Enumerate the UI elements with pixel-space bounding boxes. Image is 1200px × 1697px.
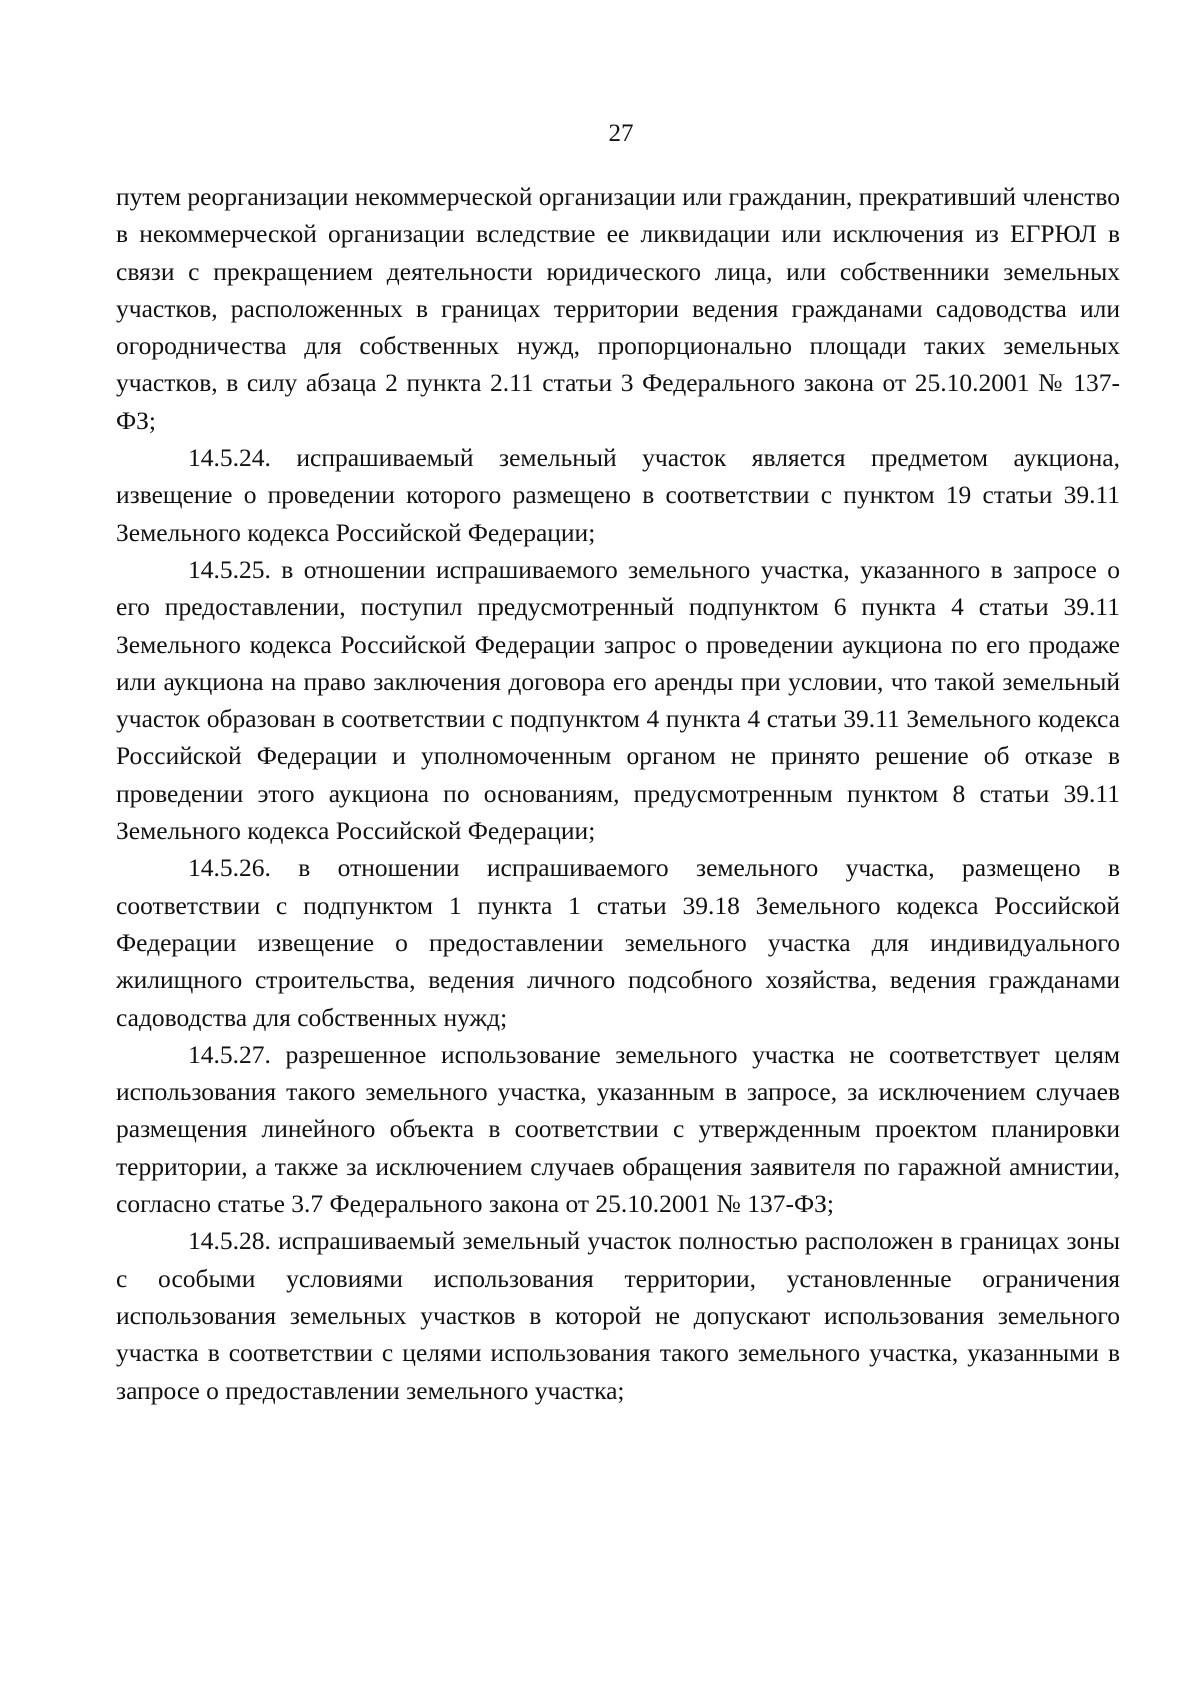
paragraph-14-5-24: 14.5.24. испрашиваемый земельный участок является предметом аукциона, извещение о проведении которого размещено в соответствии с пунктом 19 статьи 39.11 Земельного кодекса Российской Федерации;	[116, 443, 1120, 547]
paragraph-14-5-27: 14.5.27. разрешенное использование земельного участка не соответствует целям использования такого земельного участка, указанным в запросе, за исключением случаев размещения линейного объекта в соответствии с утвержденным проектом планировки территории, а также за исключением случаев обращения заявителя по гаражной амнистии, согласно статье 3.7 Федерального закона от 25.10.2001 № 137-ФЗ;	[116, 1039, 1120, 1219]
paragraph-14-5-28: 14.5.28. испрашиваемый земельный участок полностью расположен в границах зоны с особыми условиями использования территории, установленные ограничения использования земельных участков в которой не допускают использования земельного участка в соответствии с целями использования такого земельного участка, указанными в запросе о предоставлении земельного участка;	[116, 1226, 1120, 1405]
paragraph-14-5-25: 14.5.25. в отношении испрашиваемого земельного участка, указанного в запросе о его предоставлении, поступил предусмотренный подпунктом 6 пункта 4 статьи 39.11 Земельного кодекса Российской Федерации запрос о проведении аукциона по его продаже или аукциона на право заключения договора его аренды при условии, что такой земельный участок образован в соответствии с подпунктом 4 пункта 4 статьи 39.11 Земельного кодекса Российской Федерации и уполномоченным органом не принято решение об отказе в проведении этого аукциона по основаниям, предусмотренным пунктом 8 статьи 39.11 Земельного кодекса Российской Федерации;	[116, 554, 1120, 846]
paragraph-14-5-26: 14.5.26. в отношении испрашиваемого земельного участка, размещено в соответствии с подпунктом 1 пункта 1 статьи 39.18 Земельного кодекса Российской Федерации извещение о предоставлении земельного участка для индивидуального жилищного строительства, ведения личного подсобного хозяйства, ведения гражданами садоводства для собственных нужд;	[116, 853, 1120, 1032]
page-number: 27	[608, 120, 634, 147]
document-body	[116, 178, 1120, 1409]
paragraph-continuation: путем реорганизации некоммерческой организации или гражданин, прекративший членство в некоммерческой организации вследствие ее ликвидации или исключения из ЕГРЮЛ в связи с прекращением деятельности юридического лица, или собственники земельных участков, расположенных в границах территории ведения гражданами садоводства или огородничества для собственных нужд, пропорционально площади таких земельных участков, в силу абзаца 2 пункта 2.11 статьи 3 Федерального закона от 25.10.2001 № 137-ФЗ;	[116, 182, 1120, 435]
